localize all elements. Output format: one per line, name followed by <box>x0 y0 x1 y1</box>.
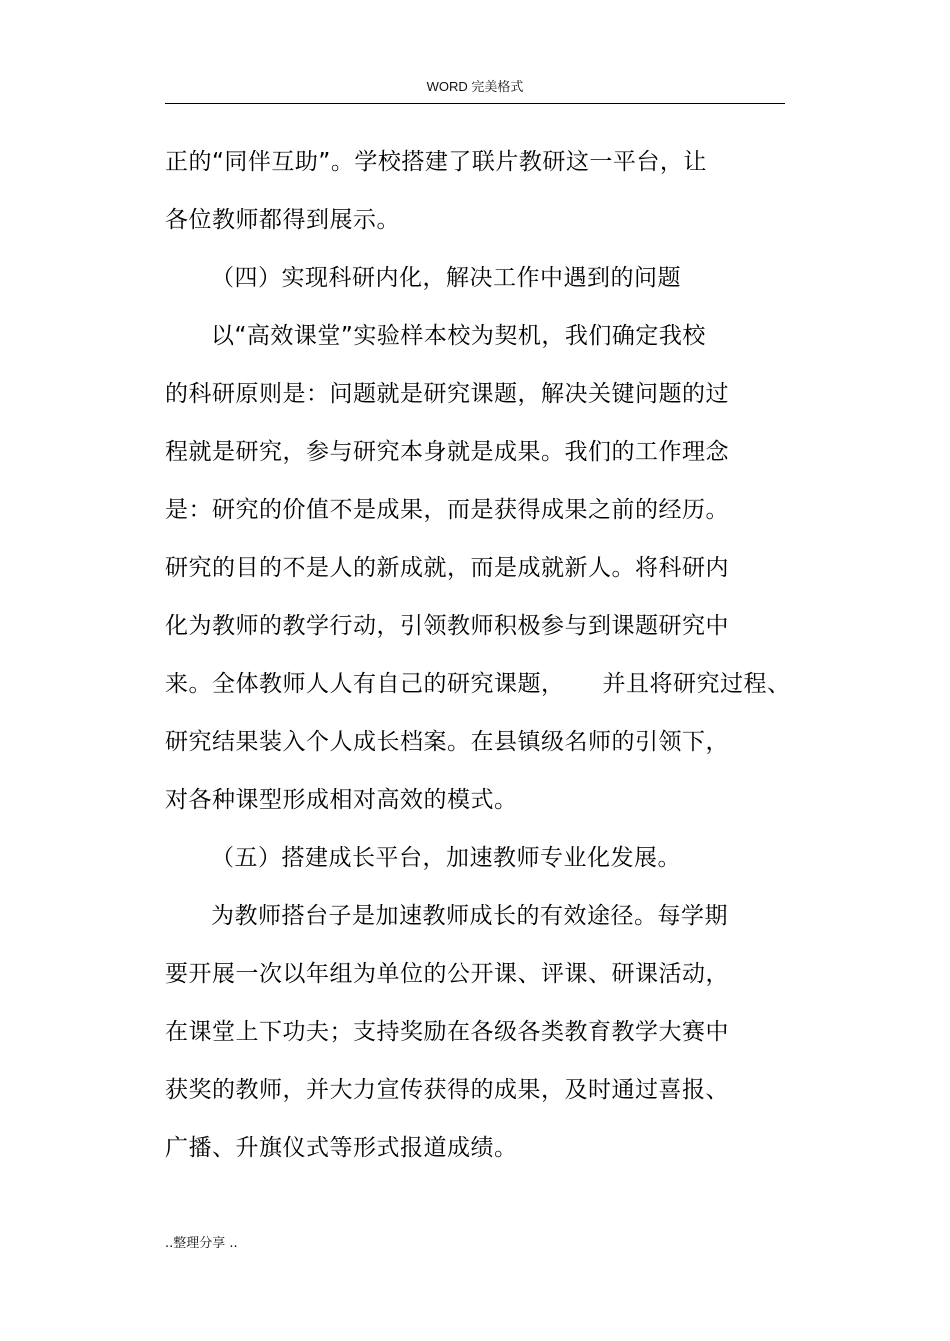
paragraph-line: 是：研究的价值不是成果，而是获得成果之前的经历。 <box>165 497 729 523</box>
paragraph-line: 研究结果装入个人成长档案。在县镇级名师的引领下， <box>165 729 729 755</box>
paragraph-line: 在课堂上下功夫；支持奖励在各级各类教育教学大赛中 <box>165 1019 729 1045</box>
paragraph-line: 广播、升旗仪式等形式报道成绩。 <box>165 1135 518 1161</box>
paragraph-line: 化为教师的教学行动，引领教师积极参与到课题研究中 <box>165 613 729 639</box>
section-heading-four: （四）实现科研内化，解决工作中遇到的问题 <box>211 265 681 291</box>
paragraph-line: 各位教师都得到展示。 <box>165 207 400 233</box>
page-header: WORD 完美格式 <box>426 79 524 94</box>
paragraph-line: 以“高效课堂”实验样本校为契机，我们确定我校 <box>211 323 706 349</box>
paragraph-line-part: 并且将研究过程、 <box>602 671 791 697</box>
paragraph-line: 为教师搭台子是加速教师成长的有效途径。每学期 <box>211 903 728 929</box>
document-body <box>165 140 805 1184</box>
paragraph-line: 程就是研究，参与研究本身就是成果。我们的工作理念 <box>165 439 729 465</box>
header-divider <box>165 103 785 104</box>
paragraph-line: 研究的目的不是人的新成就，而是成就新人。将科研内 <box>165 555 729 581</box>
paragraph-line: 要开展一次以年组为单位的公开课、评课、研课活动， <box>165 961 729 987</box>
paragraph-line <box>165 662 805 720</box>
paragraph-line-part: 来。全体教师人人有自己的研究课题， <box>165 671 565 697</box>
page-footer: ..整理分享 .. <box>165 1236 238 1251</box>
paragraph-line: 正的“同伴互助”。学校搭建了联片教研这一平台，让 <box>165 149 707 175</box>
paragraph-line: 对各种课型形成相对高效的模式。 <box>165 787 518 813</box>
paragraph-line: 获奖的教师，并大力宣传获得的成果，及时通过喜报、 <box>165 1077 729 1103</box>
section-heading-five: （五）搭建成长平台，加速教师专业化发展。 <box>211 845 681 871</box>
paragraph-line: 的科研原则是：问题就是研究课题，解决关键问题的过 <box>165 381 729 407</box>
